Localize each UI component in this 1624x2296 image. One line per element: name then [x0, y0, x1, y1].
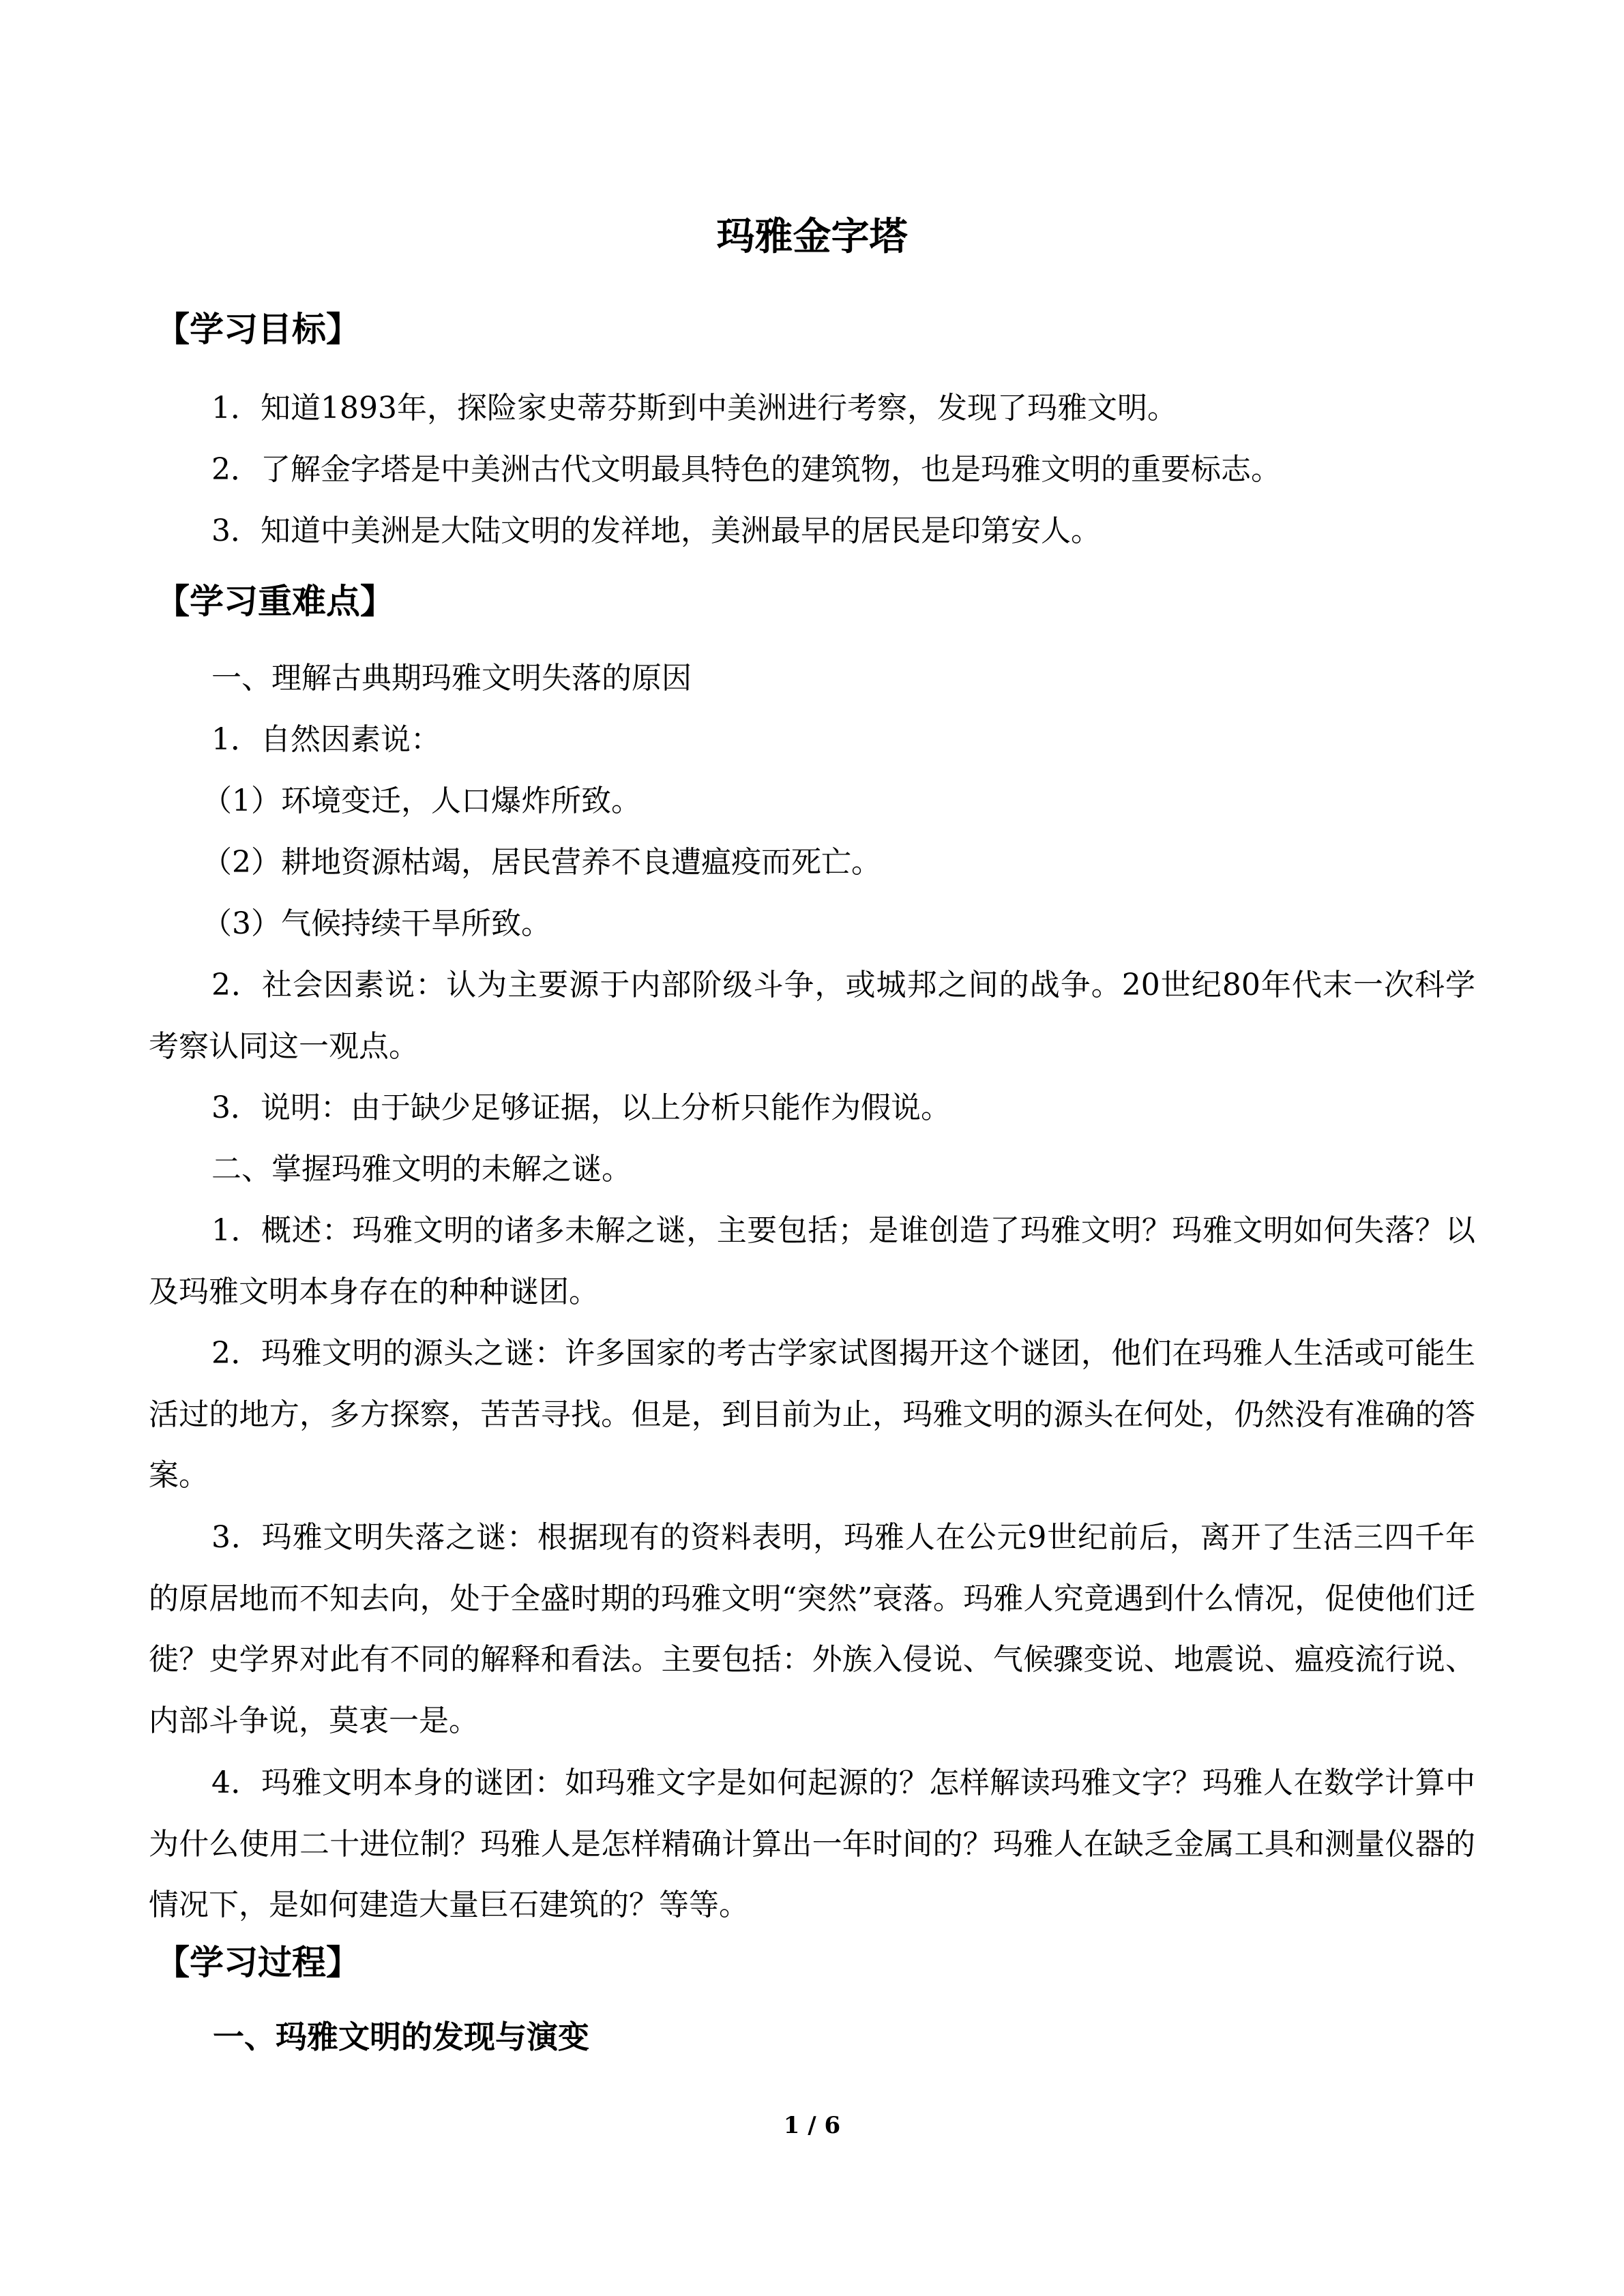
document-title: 玛雅金字塔: [716, 215, 908, 259]
section-heading-key-points: 【学习重难点】: [156, 582, 394, 621]
goal-item-1: 1．知道1893年，探险家史蒂芬斯到中美洲进行考察，发现了玛雅文明。: [211, 391, 1177, 426]
section-heading-learning-process: 【学习过程】: [156, 1943, 360, 1982]
mystery-decline: 3．玛雅文明失落之谜：根据现有的资料表明，玛雅人在公元9世纪前后，离开了生活三四千年的原居地而不知去向，处于全盛时期的玛雅文明“突然”衰落。玛雅人究竟遇到什么情况，促使他们迁徙？史学界对此有不同的解释和看法。主要包括：外族入侵说、气候骤变说、地震说、瘟疫流行说、内部斗争说，莫衷一是。: [149, 1520, 1475, 1738]
mystery-origin: 2．玛雅文明的源头之谜：许多国家的考古学家试图揭开这个谜团，他们在玛雅人生活或可能生活过的地方，多方探察，苦苦寻找。但是，到目前为止，玛雅文明的源头在何处，仍然没有准确的答案。: [149, 1336, 1475, 1493]
process-subheading-1: 一、玛雅文明的发现与演变: [213, 2018, 589, 2055]
mystery-civilization-itself: 4．玛雅文明本身的谜团：如玛雅文字是如何起源的？怎样解读玛雅文字？玛雅人在数学计算中为什么使用二十进位制？玛雅人是怎样精确计算出一年时间的？玛雅人在缺乏金属工具和测量仪器的情况下，是如何建造大量巨石建筑的？等等。: [149, 1765, 1475, 1922]
page-number: 1 / 6: [783, 2112, 841, 2139]
key-point-heading-2: 二、掌握玛雅文明的未解之谜。: [211, 1152, 632, 1187]
key-point-natural-3: （3）气候持续干旱所致。: [202, 906, 551, 941]
key-point-social-factors: 2．社会因素说：认为主要源于内部阶级斗争，或城邦之间的战争。20世纪80年代末一次科学考察认同这一观点。: [149, 968, 1475, 1064]
key-point-explanation: 3．说明：由于缺少足够证据，以上分析只能作为假说。: [211, 1090, 951, 1125]
goal-item-2: 2．了解金字塔是中美洲古代文明最具特色的建筑物，也是玛雅文明的重要标志。: [211, 452, 1281, 487]
section-heading-learning-goals: 【学习目标】: [156, 310, 360, 349]
goal-item-3: 3．知道中美洲是大陆文明的发祥地，美洲最早的居民是印第安人。: [211, 513, 1101, 548]
key-point-natural-2: （2）耕地资源枯竭，居民营养不良遭瘟疫而死亡。: [202, 845, 881, 880]
key-point-natural-factors: 1．自然因素说：: [211, 722, 441, 757]
key-point-heading-1: 一、理解古典期玛雅文明失落的原因: [211, 661, 692, 696]
key-point-natural-1: （1）环境变迁，人口爆炸所致。: [202, 784, 641, 818]
mystery-overview: 1．概述：玛雅文明的诸多未解之谜，主要包括；是谁创造了玛雅文明？玛雅文明如何失落？以及玛雅文明本身存在的种种谜团。: [149, 1213, 1475, 1309]
